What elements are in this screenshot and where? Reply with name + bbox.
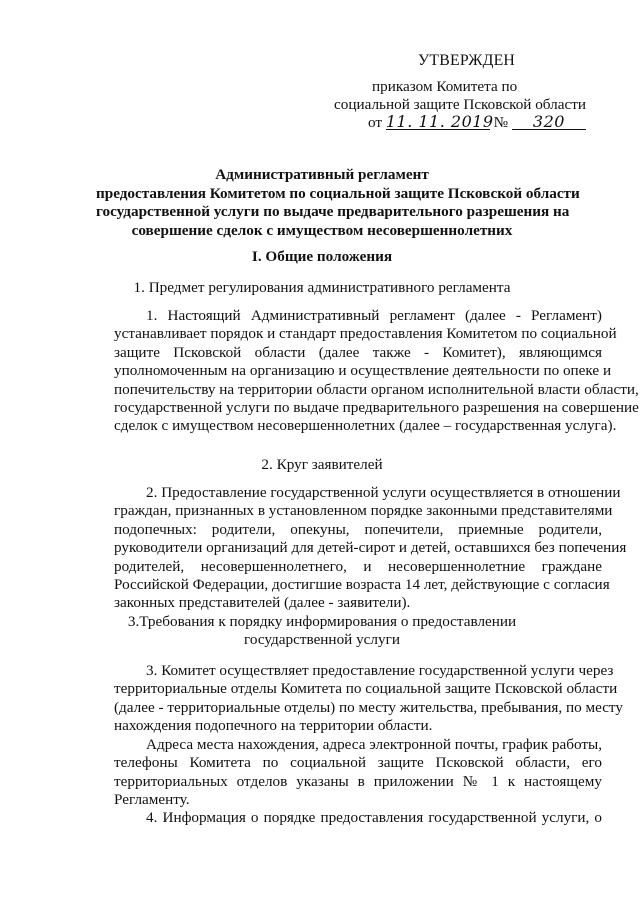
approval-line-2: социальной защите Псковской области bbox=[334, 96, 586, 113]
number-prefix: № bbox=[493, 114, 509, 131]
paragraph-4 bbox=[114, 736, 602, 810]
paragraph-line: телефоны Комитета по социальной защите Псковской области, его bbox=[114, 754, 602, 772]
title-line: Административный регламент bbox=[215, 166, 429, 183]
paragraph-line: устанавливает порядок и стандарт предоставления Комитетом по социальной bbox=[114, 325, 617, 343]
approval-title: УТВЕРЖДЕН bbox=[418, 52, 516, 69]
paragraph-line: (далее - территориальные отделы) по месту жительства, пребывания, по месту bbox=[114, 698, 623, 716]
approval-number-value: 320 bbox=[512, 114, 586, 130]
paragraph-line: 4. Информация о порядке предоставления государственной услуги, о bbox=[146, 809, 602, 826]
subsection-heading-3 bbox=[96, 613, 548, 650]
paragraph-line: территориальные отделы Комитета по социальной защите Псковской области bbox=[114, 680, 618, 698]
title-line: совершение сделок с имуществом несовершеннолетних bbox=[131, 221, 513, 239]
paragraph-line: 1. Настоящий Административный регламент (далее - Регламент) bbox=[146, 307, 602, 324]
paragraph-line: территориальных отделов указаны в приложении № 1 к настоящему bbox=[114, 772, 602, 790]
paragraph-line: попечительству на территории области органом исполнительной власти области, bbox=[114, 380, 639, 398]
paragraph-2 bbox=[114, 484, 627, 613]
paragraph-3 bbox=[114, 662, 623, 736]
subsection-heading-2: 2. Круг заявителей bbox=[261, 456, 383, 473]
approval-date-line bbox=[368, 114, 586, 132]
document-title bbox=[96, 166, 580, 240]
approval-line-1: приказом Комитета по bbox=[372, 78, 518, 95]
paragraph-line: Российской Федерации, достигшие возраста 14 лет, действующие с согласия bbox=[114, 576, 610, 594]
approval-date-value: 11. 11. 2019 bbox=[385, 112, 494, 131]
paragraph-line: Регламенту. bbox=[114, 791, 190, 809]
title-line: государственной услуги по выдаче предварительного разрешения на bbox=[96, 203, 570, 221]
paragraph-line: 2. Предоставление государственной услуги осуществляется в отношении bbox=[146, 484, 621, 501]
paragraph-line: защите Псковской области (далее также - Комитет), являющимся bbox=[114, 343, 602, 361]
paragraph-line: уполномоченным на организацию и осуществление деятельности по опеке и bbox=[114, 362, 612, 380]
heading-line: государственной услуги bbox=[244, 631, 400, 649]
paragraph-line: подопечных: родители, опекуны, попечители, приемные родители, bbox=[114, 520, 602, 538]
approval-block bbox=[0, 0, 640, 140]
title-line: предоставления Комитетом по социальной защите Псковской области bbox=[96, 184, 580, 202]
subsection-heading-1: 1. Предмет регулирования административного регламента bbox=[133, 279, 511, 296]
paragraph-line: сделок с имуществом несовершеннолетних (далее – государственная услуга). bbox=[114, 417, 617, 435]
date-prefix: от bbox=[368, 114, 383, 131]
paragraph-line: законных представителей (далее - заявители). bbox=[114, 594, 411, 612]
paragraph-line: граждан, признанных в установленном порядке законными представителями bbox=[114, 502, 613, 520]
paragraph-line: руководители организаций для детей-сирот и детей, оставшихся без попечения bbox=[114, 539, 627, 557]
paragraph-line: родителей, несовершеннолетнего, и несовершеннолетние граждане bbox=[114, 557, 602, 575]
paragraph-5 bbox=[114, 809, 602, 827]
paragraph-line: нахождения подопечного на территории области. bbox=[114, 717, 433, 735]
paragraph-line: государственной услуги по выдаче предварительного разрешения на совершение bbox=[114, 399, 639, 417]
paragraph-line: 3. Комитет осуществляет предоставление государственной услуги через bbox=[146, 662, 614, 679]
heading-line: 3.Требования к порядку информирования о предоставлении bbox=[127, 613, 517, 630]
section-title: I. Общие положения bbox=[251, 248, 393, 265]
paragraph-1 bbox=[114, 307, 639, 436]
paragraph-line: Адреса места нахождения, адреса электронной почты, график работы, bbox=[146, 736, 602, 753]
